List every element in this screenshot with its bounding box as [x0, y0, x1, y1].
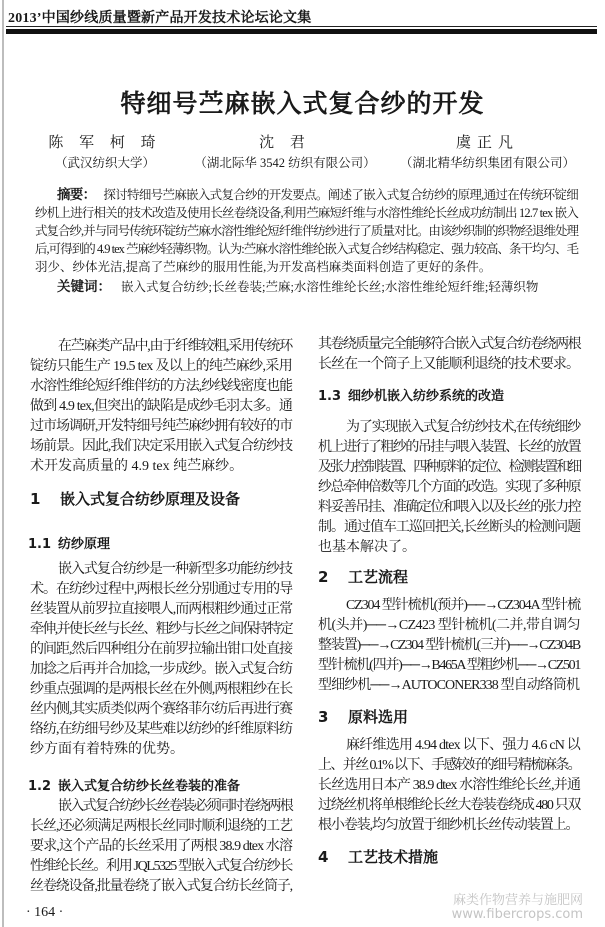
text-line: 也基本解决了。	[318, 540, 416, 555]
text-line: 长丝在一个筒子上又能顺利退绕的技术要求。	[318, 357, 579, 372]
abstract-line: 纱机上进行相关的技术改造及使用长丝卷绕设备,利用苎麻短纤维与水溶性维纶长丝成功纺制出 12.7 tex 嵌入	[35, 206, 578, 220]
section-1-heading	[30, 488, 240, 509]
text-line: 过绕丝机将单根维纶长丝大卷装卷绕成 480 只双	[318, 798, 580, 813]
section-title: 嵌入式复合纺纱原理及设备	[60, 490, 241, 508]
text-line: 纱方面有着特殊的优势。	[30, 742, 184, 757]
text-line: 做到 4.9 tex,但突出的缺陷是成纱毛羽太多。通	[30, 399, 292, 414]
text-line: 丝装置从前罗拉直接喂人,而两根粗纱通过正常	[30, 602, 292, 617]
text-line: 加捻之后再并合加捻,一步成纱。嵌入式复合纺	[30, 662, 292, 677]
abstract-label: 摘要：	[57, 187, 96, 203]
abstract-text: 探讨特细号苎麻嵌入式复合纱的开发要点。阐述了嵌入式复合纺纱的原理,通过在传统环锭细	[103, 188, 578, 202]
section-title: 工艺技术措施	[348, 848, 439, 866]
paragraph-1-1	[30, 560, 292, 760]
text-line: 嵌入式复合纺纱是一种新型多功能纺纱技	[58, 562, 292, 577]
text-line: 根小卷装,均匀放置于细纱机长丝传动装置上。	[318, 818, 579, 833]
header-rule-thin	[6, 26, 597, 27]
header-rule-thick	[6, 29, 597, 34]
keywords-text: 嵌入式复合纺纱;长丝卷装;苎麻;水溶性维纶长丝;水溶性维纶短纤维;轻薄织物	[121, 280, 539, 294]
abstract-line: 后,可得到的 4.9 tex 苎麻纱轻薄织物。认为:苎麻水溶性维纶嵌入式复合纱结构稳定、强力较高、条干均匀、毛	[35, 242, 578, 256]
text-line: 长丝,还必须满足两根长丝同时顺利退绕的工艺	[30, 819, 292, 834]
text-line: 丝卷绕设备,批量卷绕了嵌入式复合纺长丝筒子,	[30, 879, 292, 894]
text-line: 在苎麻类产品中,由于纤维较粗,采用传统环	[58, 339, 292, 354]
affiliation-1: （武汉纺织大学）	[54, 156, 155, 170]
text-line: 麻纤维选用 4.94 dtex 以下、强力 4.6 cN 以	[346, 738, 580, 753]
section-1-2-heading	[28, 775, 240, 794]
section-1-3-heading	[318, 385, 504, 404]
section-title: 工艺流程	[348, 568, 409, 586]
text-line: 型细纱机──→AUTOCONER338 型自动络筒机	[318, 678, 580, 693]
watermark	[452, 894, 583, 922]
section-3-heading	[318, 706, 408, 727]
abstract-line	[35, 186, 578, 204]
abstract	[35, 186, 578, 276]
section-number: 4	[318, 848, 329, 866]
abstract-line: 羽少、纱体光洁,提高了苎麻纱的服用性能,为开发高档麻类面料创造了更好的条件。	[35, 260, 492, 274]
text-line: 纱重点强调的是两根长丝在外侧,两根粗纱在长	[30, 682, 292, 697]
text-line: 长丝选用日本产 38.9 dtex 水溶性维纶长丝,并通	[318, 778, 580, 793]
text-line: 及张力控制装置、四种原料的定位、检测装置和细	[318, 460, 580, 475]
text-line: 锭纺只能生产 19.5 tex 及以上的纯苎麻纱,采用	[30, 359, 292, 374]
section-number: 1.3	[318, 389, 342, 404]
author-2: 沈 君	[259, 135, 311, 151]
text-line: 型针梳机(四并)──→B465A 型粗纱机──→CZ501	[318, 658, 580, 673]
intro-paragraph	[30, 337, 292, 477]
text-line: 制。通过值车工巡回把关,长丝断头的检测问题	[318, 520, 580, 535]
author-3: 虞正凡	[455, 135, 519, 151]
text-line: CZ304 型针梳机(预并)──→CZ304A 型针梳	[346, 598, 580, 613]
section-number: 1	[30, 490, 41, 508]
page-edge	[2, 0, 4, 927]
section-title: 纺纱原理	[58, 537, 111, 552]
text-line: 要求,这个产品的长丝采用了两根 38.9 dtex 水溶	[30, 839, 292, 854]
section-number: 1.2	[28, 779, 52, 794]
abstract-line: 式复合纱,并与同号传统环锭纺苎麻水溶性维纶短纤维伴纺纱进行了质量对比。由该纱织制的织物经退维处理	[35, 224, 578, 238]
section-number: 3	[318, 708, 329, 726]
section-4-heading	[318, 846, 438, 867]
watermark-line-2: www.fibercrops.com	[451, 907, 583, 922]
text-line: 过市场调研,开发特细号纯苎麻纱拥有较好的市	[30, 419, 292, 434]
section-title: 细纱机嵌入纺纱系统的改造	[348, 389, 505, 404]
paragraph-2-process-flow	[318, 596, 580, 696]
text-line: 其卷绕质量完全能够符合嵌入式复合纺卷绕两根	[318, 337, 580, 352]
text-line: 机上进行了粗纱的吊挂与喂入装置、长丝的放置	[318, 440, 580, 455]
keywords-label: 关键词：	[57, 279, 111, 295]
affiliation-3: （湖北精华纺织集团有限公司）	[399, 156, 575, 170]
section-title: 原料选用	[348, 708, 409, 726]
text-line: 机(头并)──→CZ423 型针梳机(二并,带自调匀	[318, 618, 580, 633]
paper-title: 特细号苎麻嵌入式复合纱的开发	[120, 89, 485, 118]
text-line: 嵌入式复合纺纱长丝卷装必须同时卷绕两根	[58, 799, 292, 814]
section-2-heading	[318, 566, 408, 587]
paragraph-3	[318, 736, 580, 836]
text-line: 络纺,在纺细号纱及某些难以纺纱的纤维原料纺	[30, 722, 292, 737]
text-line: 水溶性维纶短纤维伴纺的方法,纱线线密度也能	[30, 379, 292, 394]
watermark-line-1: 麻类作物营养与施肥网	[452, 893, 583, 908]
text-line: 料妥善吊挂、准确定位和喂入以及长丝的张力控	[318, 500, 580, 515]
keywords	[57, 275, 578, 295]
text-line: 整装置)──→CZ304 型针梳机(三并)──→CZ304B	[318, 638, 580, 653]
text-line: 纱总牵伸倍数等几个方面的改造。实现了多种原	[318, 480, 580, 495]
text-line: 牵伸,并使长丝与长丝、粗纱与长丝之间保持特定	[30, 622, 292, 637]
paragraph-1-2b	[318, 335, 580, 375]
section-number: 1.1	[28, 537, 52, 552]
page-number: · 164 ·	[26, 905, 64, 920]
text-line: 术开发高质量的 4.9 tex 纯苎麻纱。	[30, 459, 244, 474]
affiliation-row	[30, 153, 585, 171]
section-1-1-heading	[28, 533, 110, 552]
author-1: 陈 军 柯 琦	[48, 135, 162, 151]
text-line: 场前景。因此,我们决定采用嵌入式复合纺纱技	[30, 439, 292, 454]
affiliation-2: （湖北际华 3542 纺织有限公司）	[194, 156, 376, 170]
text-line: 上、并丝 0.1% 以下、手感较好的细号精梳麻条。	[318, 758, 580, 773]
text-line: 术。在纺纱过程中,两根长丝分别通过专用的导	[30, 582, 292, 597]
running-header: 2013’中国纱线质量暨新产品开发技术论坛论文集	[8, 11, 312, 26]
paragraph-1-3	[318, 418, 580, 558]
text-line: 为了实现嵌入式复合纺纱技术,在传统细纱	[346, 420, 580, 435]
text-line: 的间距,然后四种组分在前罗拉输出钳口处直接	[30, 642, 292, 657]
section-title: 嵌入式复合纺纱长丝卷装的准备	[58, 779, 241, 794]
author-row	[30, 131, 585, 152]
paragraph-1-2a	[30, 797, 292, 897]
section-number: 2	[318, 568, 329, 586]
text-line: 丝内侧,其实质类似两个赛络菲尔纺后再进行赛	[30, 702, 292, 717]
text-line: 性维纶长丝。利用 JQL5325 型嵌入式复合纺纱长	[30, 859, 292, 874]
